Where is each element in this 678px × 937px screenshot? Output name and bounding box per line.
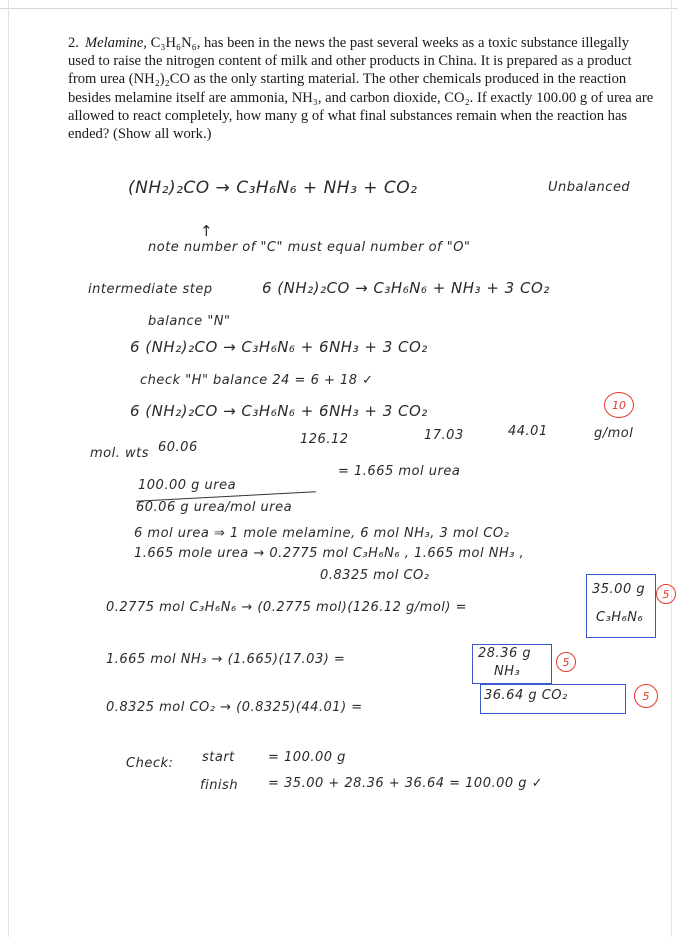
fraction-numerator: 100.00 g urea (138, 478, 237, 493)
balance-n-label: balance "N" (148, 314, 231, 329)
fraction-result: = 1.665 mol urea (338, 464, 461, 479)
arrow-up: ↑ (200, 222, 214, 240)
question-intro: Melamine, (84, 35, 147, 51)
check-label: Check: (126, 756, 174, 771)
note-line: note number of "C" must equal number of "O" (148, 240, 471, 255)
moles-line: 1.665 mole urea → 0.2775 mol C₃H₆N₆ , 1.665 mol NH₃ , (134, 546, 525, 561)
page-edge-left (8, 0, 9, 937)
check-h-line: check "H" balance 24 = 6 + 18 ✓ (140, 373, 374, 388)
ratio-line: 6 mol urea ⇒ 1 mole melamine, 6 mol NH₃, 3 mol CO₂ (134, 526, 510, 541)
mw-melamine: 126.12 (300, 432, 349, 447)
answer-melamine-unit: C₃H₆N₆ (596, 610, 644, 625)
page-edge-right (671, 0, 672, 937)
calc-nh3: 1.665 mol NH₃ → (1.665)(17.03) = (106, 652, 346, 667)
answer-melamine-value: 35.00 g (592, 582, 646, 597)
fraction-denominator: 60.06 g urea/mol urea (136, 500, 293, 515)
start-label: start (202, 750, 235, 765)
eq-final: 6 (NH₂)₂CO → C₃H₆N₆ + 6NH₃ + 3 CO₂ (130, 402, 428, 420)
eq-balance-n: 6 (NH₂)₂CO → C₃H₆N₆ + 6NH₃ + 3 CO₂ (130, 338, 428, 356)
points-10-circle: 10 (604, 392, 634, 418)
mw-co2: 44.01 (508, 424, 548, 439)
intermediate-eq: 6 (NH₂)₂CO → C₃H₆N₆ + NH₃ + 3 CO₂ (262, 279, 550, 297)
page-edge-top (0, 8, 678, 9)
finish-label: finish (200, 778, 239, 793)
question-number: 2. (68, 35, 79, 51)
finish-value: = 35.00 + 28.36 + 36.64 = 100.00 g ✓ (268, 776, 544, 791)
points-co2-circle: 5 (634, 684, 658, 708)
calc-melamine: 0.2775 mol C₃H₆N₆ → (0.2775 mol)(126.12 g/mol) = (106, 600, 467, 615)
question-text (68, 34, 658, 143)
calc-co2: 0.8325 mol CO₂ → (0.8325)(44.01) = (106, 700, 363, 715)
mw-nh3: 17.03 (424, 428, 464, 443)
mw-unit: g/mol (594, 426, 634, 441)
start-value: = 100.00 g (268, 750, 346, 765)
moles-line-2: 0.8325 mol CO₂ (320, 568, 430, 583)
intermediate-label: intermediate step (88, 282, 213, 297)
points-melamine-circle: 5 (656, 584, 676, 604)
answer-nh3-value: 28.36 g (478, 646, 532, 661)
points-nh3-circle: 5 (556, 652, 576, 672)
mw-urea: 60.06 (158, 440, 198, 455)
answer-co2: 36.64 g CO₂ (484, 688, 568, 703)
question-body: C₃H₆N₆, has been in the news the past several weeks as a toxic substance illegally used to raise the nitrogen content of milk and other products in China. It is prepared as a product from urea (NH₂)₂CO as the only starting material. The other chemicals produced in the reaction besides melamine itself are ammonia, NH₃, and carbon dioxide, CO₂. If exactly 100.00 g of urea are allowed to react completely, how many g of what final substances remain when the reaction has ended? (Show all work.) (68, 35, 654, 143)
molwts-label: mol. wts (90, 446, 149, 461)
unbalanced-label: Unbalanced (548, 180, 631, 195)
answer-nh3-unit: NH₃ (494, 664, 521, 679)
eq-unbalanced: (NH₂)₂CO → C₃H₆N₆ + NH₃ + CO₂ (128, 178, 418, 198)
